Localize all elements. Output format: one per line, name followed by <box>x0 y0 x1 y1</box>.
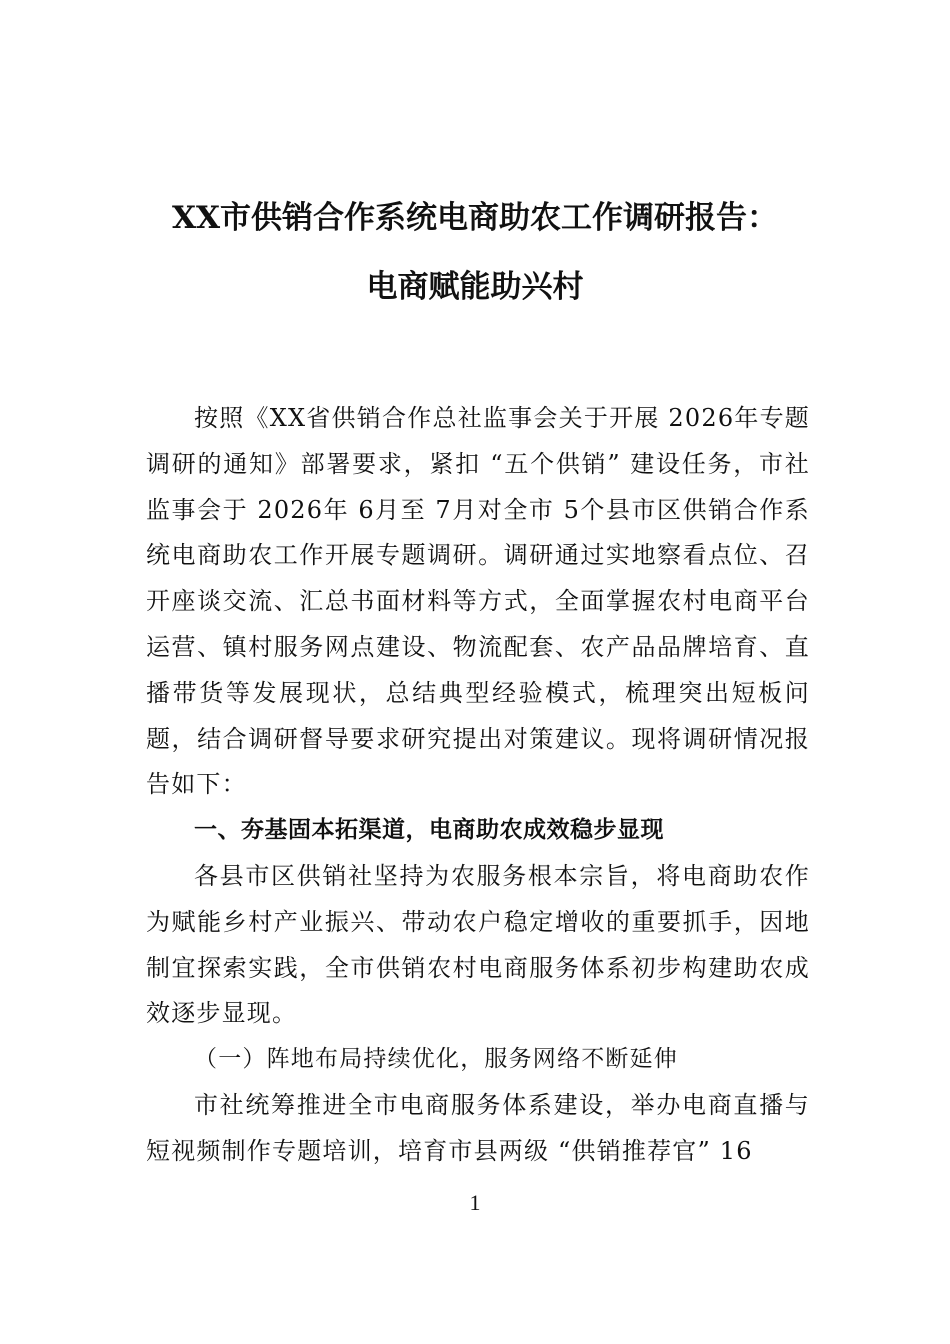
subsection-1-heading: （一）阵地布局持续优化，服务网络不断延伸 <box>194 1046 678 1073</box>
document-title-line-1: XX市供销合作系统电商助农工作调研报告： <box>171 200 779 236</box>
section-1-heading: 一、夯基固本拓渠道，电商助农成效稳步显现 <box>194 817 664 844</box>
document-body <box>146 396 810 1175</box>
subsection-1-paragraph: 市社统筹推进全市电商服务体系建设，举办电商直播与短视频制作专题培训，培育市县两级 “供销推荐官” 16 <box>146 1090 810 1165</box>
document-title-line-2: 电商赋能助兴村 <box>366 269 584 305</box>
section-1-paragraph: 各县市区供销社坚持为农服务根本宗旨，将电商助农作为赋能乡村产业振兴、带动农户稳定增收的重要抓手，因地制宜探索实践，全市供销农村电商服务体系初步构建助农成效逐步显现。 <box>146 861 810 1028</box>
page-number: 1 <box>469 1190 481 1215</box>
intro-paragraph: 按照《XX省供销合作总社监事会关于开展 2026年专题调研的通知》部署要求，紧扣 “五个供销” 建设任务，市社监事会于 2026年 6月至 7月对全市 5个县市区供销合作系统电商助农工作开展专题调研。调研通过实地察看点位、召开座谈交流、汇总书面材料等方式，全面掌握农村电商平台运营、镇村服务网点建设、物流配套、农产品品牌培育、直播带货等发展现状，总结典型经验模式，梳理突出短板问题，结合调研督导要求研究提出对策建议。现将调研情况报告如下： <box>146 404 810 799</box>
